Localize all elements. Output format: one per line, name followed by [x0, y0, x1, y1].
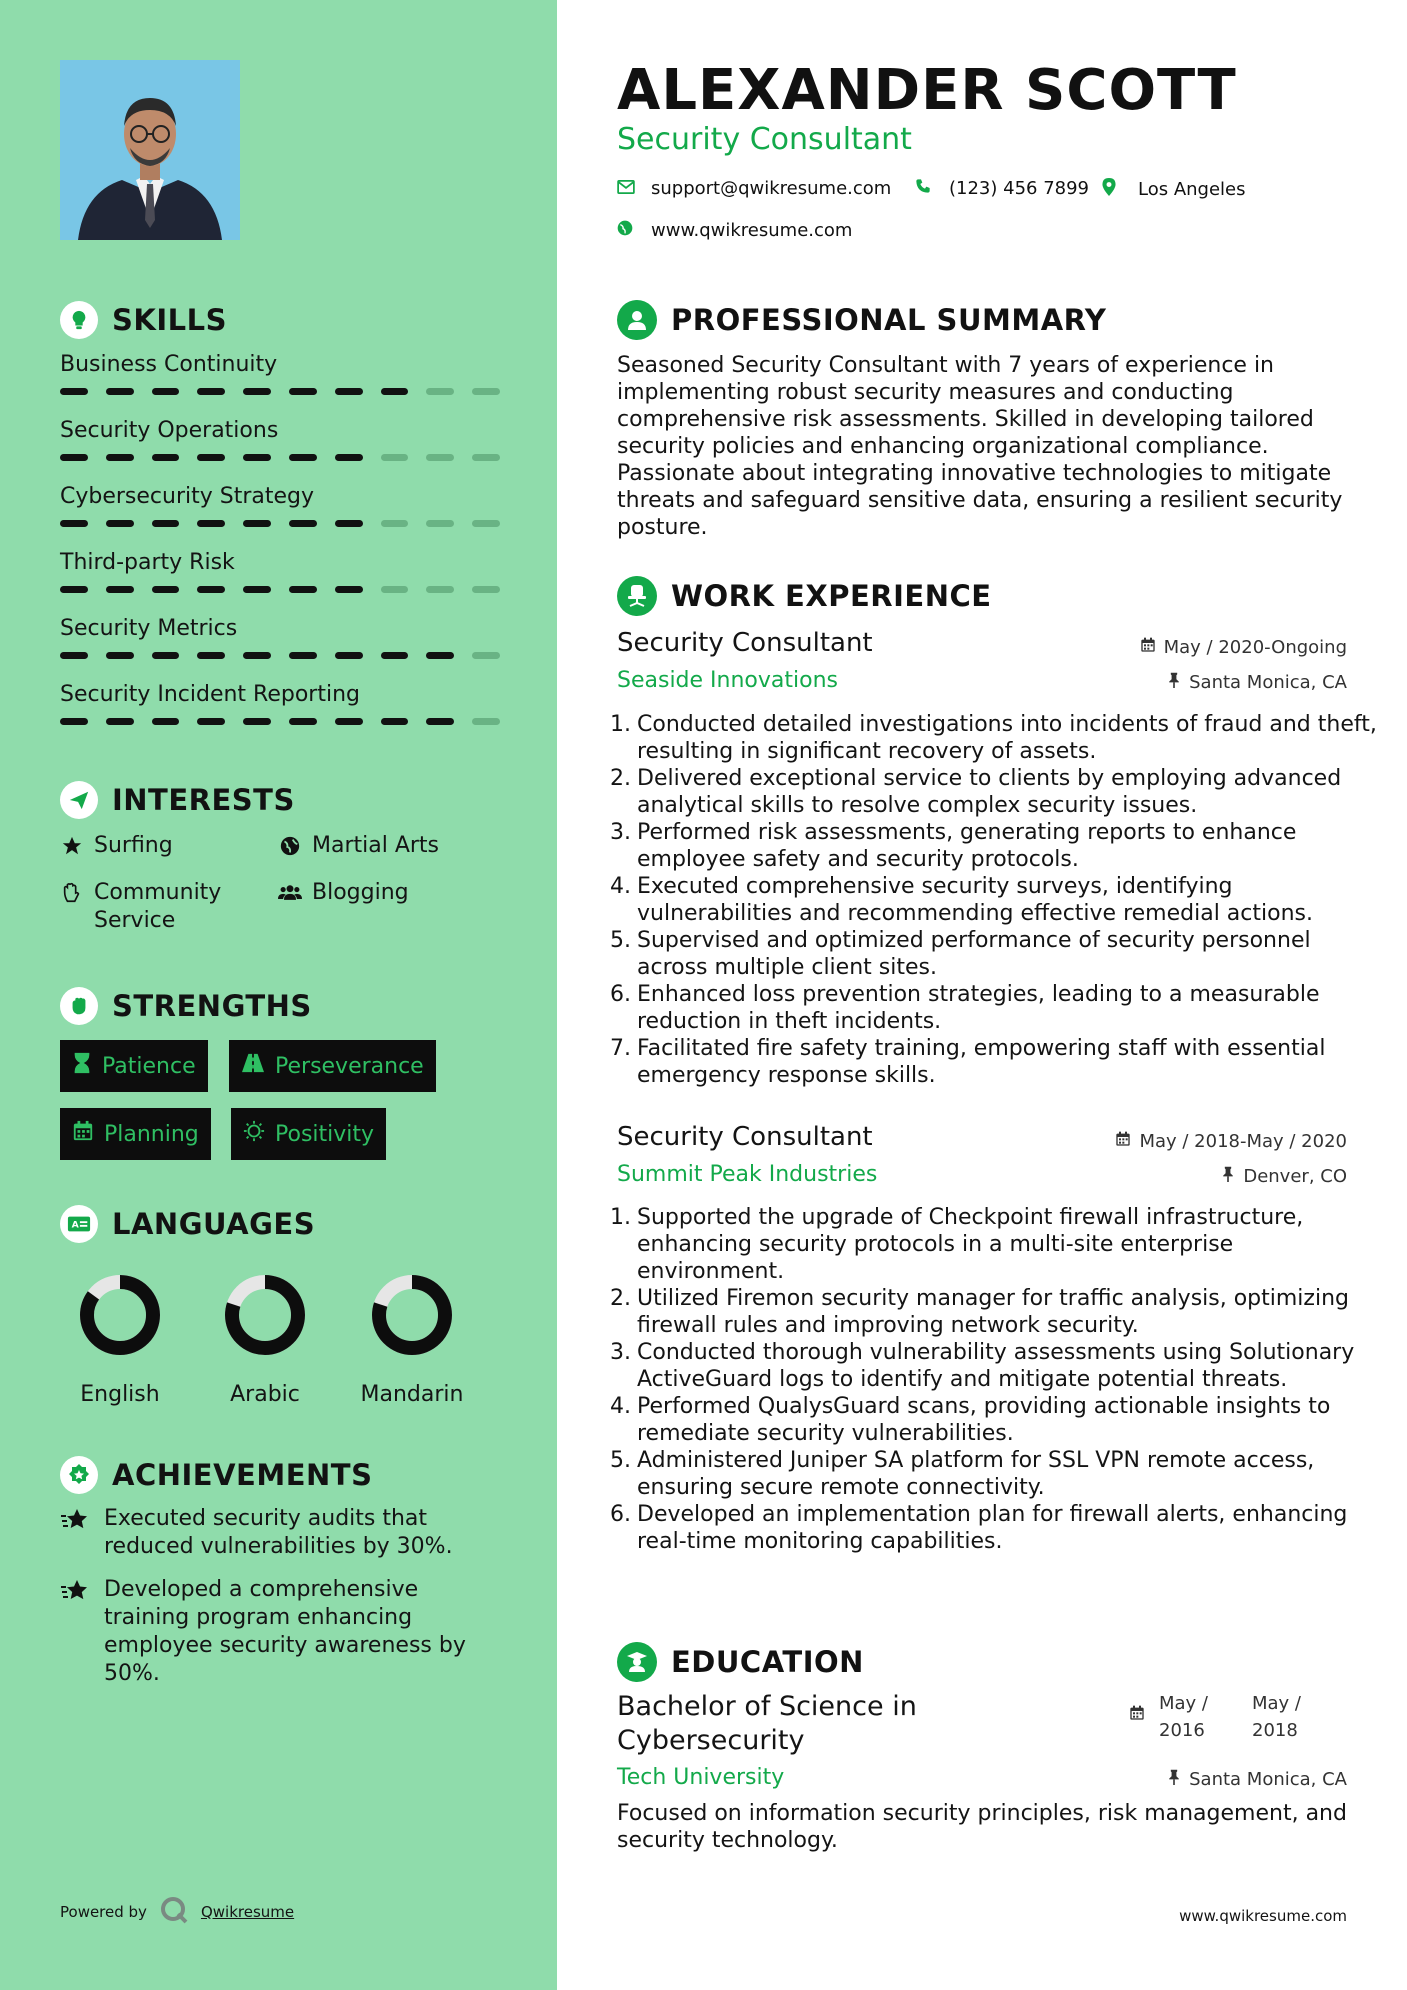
skill-dash — [243, 586, 271, 593]
achievement-text: Executed security audits that reduced vulnerabilities by 30%. — [104, 1506, 453, 1559]
education-start — [1159, 1690, 1208, 1744]
skill-dash — [197, 454, 225, 461]
globe-icon — [278, 832, 302, 860]
summary-text: Seasoned Security Consultant with 7 years of experience in implementing robust security measures and conducting comprehensive risk assessments. Skilled in developing tailored security policies and enhancing organizational compliance. Passionate about integrating innovative technologies to mitigate threats and safeguard sensitive data, ensuring a resilient security posture. — [617, 353, 1343, 540]
skill-dash — [106, 718, 134, 725]
bullet-number: 5. — [610, 928, 631, 953]
skill-dash — [289, 520, 317, 527]
language-icon — [60, 1205, 98, 1243]
job-location-text: Denver, CO — [1243, 1166, 1347, 1187]
website-text[interactable]: www.qwikresume.com — [651, 220, 853, 241]
skill-dash — [152, 718, 180, 725]
skill-dash — [335, 652, 363, 659]
education-end — [1252, 1690, 1301, 1744]
skill-dash — [60, 652, 88, 659]
experience-title: WORK EXPERIENCE — [671, 579, 992, 613]
skill-dash — [426, 652, 454, 659]
skill-dash — [197, 388, 225, 395]
bullet-number: 5. — [610, 1448, 631, 1473]
education-date — [1129, 1690, 1301, 1744]
skill-dash — [60, 718, 88, 725]
job-bullet — [607, 1285, 1377, 1339]
skill-dash — [335, 454, 363, 461]
skills-title: SKILLS — [112, 303, 227, 337]
skill-dash — [197, 718, 225, 725]
job-bullet — [607, 765, 1377, 819]
achievements-title: ACHIEVEMENTS — [112, 1458, 373, 1492]
education-end-year: 2018 — [1252, 1720, 1298, 1741]
skill-meter — [60, 454, 500, 461]
fist-icon — [60, 987, 98, 1025]
profile-photo — [60, 60, 240, 240]
graduate-icon — [617, 1642, 657, 1682]
skill-dash — [472, 718, 500, 725]
job-bullet — [607, 981, 1377, 1035]
school-name: Tech University — [617, 1765, 785, 1790]
skill-dash — [60, 520, 88, 527]
bullet-text: Performed QualysGuard scans, providing actionable insights to remediate security vulnerabilities. — [637, 1394, 1331, 1446]
job-title: Security Consultant — [617, 628, 873, 658]
job-bullets — [607, 711, 1377, 1089]
skill-dash — [472, 388, 500, 395]
skill-dash — [60, 454, 88, 461]
language-label: English — [80, 1382, 160, 1407]
globe-icon — [617, 220, 633, 241]
skill-dash — [106, 388, 134, 395]
skill-item — [60, 548, 500, 593]
skill-dash — [472, 586, 500, 593]
interest-label: Martial Arts — [312, 833, 440, 858]
education-location-text: Santa Monica, CA — [1189, 1769, 1347, 1790]
interest-item — [278, 879, 409, 907]
interests-title: INTERESTS — [112, 783, 295, 817]
bullet-text: Supervised and optimized performance of security personnel across multiple client sites. — [637, 928, 1311, 980]
skill-dash — [381, 586, 409, 593]
skill-label: Security Operations — [60, 418, 279, 443]
phone-icon — [915, 178, 931, 199]
skill-dash — [289, 388, 317, 395]
skill-meter — [60, 652, 500, 659]
language-label: Arabic — [230, 1382, 300, 1407]
bullet-number: 7. — [610, 1036, 631, 1061]
person-portrait-icon — [60, 60, 240, 240]
company-name: Summit Peak Industries — [617, 1162, 878, 1187]
strength-label: Perseverance — [275, 1053, 424, 1079]
job-bullet — [607, 1447, 1377, 1501]
skill-dash — [426, 454, 454, 461]
language-ring — [75, 1270, 165, 1360]
language-item — [195, 1270, 335, 1407]
languages-title: LANGUAGES — [112, 1207, 316, 1241]
skill-label: Security Metrics — [60, 616, 238, 641]
bullet-number: 6. — [610, 1502, 631, 1527]
job-bullet — [607, 819, 1377, 873]
strength-badge — [60, 1040, 208, 1092]
job-bullet — [607, 711, 1377, 765]
skill-dash — [152, 520, 180, 527]
interest-item — [60, 832, 173, 860]
skill-dash — [60, 586, 88, 593]
job-date — [1140, 637, 1347, 658]
skill-dash — [381, 652, 409, 659]
candidate-name: ALEXANDER SCOTT — [617, 58, 1237, 123]
language-ring — [220, 1270, 310, 1360]
skill-meter — [60, 586, 500, 593]
skill-meter — [60, 718, 500, 725]
skill-dash — [106, 520, 134, 527]
interest-item — [60, 879, 240, 935]
bullet-text: Delivered exceptional service to clients by employing advanced analytical skills to resolve complex security issues. — [637, 766, 1342, 818]
summary-title: PROFESSIONAL SUMMARY — [671, 303, 1107, 337]
languages-heading — [60, 1205, 315, 1243]
achievement-item — [60, 1505, 490, 1561]
job-bullet — [607, 1035, 1377, 1089]
powered-by — [60, 1895, 294, 1929]
skill-dash — [426, 520, 454, 527]
skill-label: Security Incident Reporting — [60, 682, 360, 707]
skill-item — [60, 680, 500, 725]
user-icon — [617, 300, 657, 340]
skill-dash — [472, 652, 500, 659]
contact-location — [1102, 178, 1246, 201]
pushpin-icon — [1167, 1769, 1181, 1790]
skill-dash — [381, 718, 409, 725]
skill-dash — [426, 388, 454, 395]
bullet-number: 6. — [610, 982, 631, 1007]
skill-dash — [335, 520, 363, 527]
interest-label: Surfing — [94, 833, 173, 858]
sidebar — [0, 0, 557, 1990]
skill-dash — [426, 718, 454, 725]
job-bullets — [607, 1204, 1377, 1555]
skill-meter — [60, 388, 500, 395]
skill-dash — [197, 586, 225, 593]
skill-dash — [426, 586, 454, 593]
job-date — [1115, 1131, 1347, 1152]
experience-heading — [617, 576, 992, 616]
skill-dash — [243, 652, 271, 659]
location-pin-icon — [1102, 178, 1116, 201]
skill-label: Cybersecurity Strategy — [60, 484, 315, 509]
bullet-text: Utilized Firemon security manager for traffic analysis, optimizing firewall rules and improving network security. — [637, 1286, 1349, 1338]
education-end-month: May / — [1252, 1693, 1301, 1714]
contact-email — [617, 178, 891, 199]
strengths-title: STRENGTHS — [112, 989, 312, 1023]
badge-star-icon — [60, 1456, 98, 1494]
svg-text:A: A — [71, 1219, 79, 1231]
skill-dash — [106, 652, 134, 659]
bullet-text: Facilitated fire safety training, empowering staff with essential emergency response skills. — [637, 1036, 1326, 1088]
job-bullet — [607, 1393, 1377, 1447]
skill-label: Third-party Risk — [60, 550, 235, 575]
bullet-text: Performed risk assessments, generating reports to enhance employee safety and security protocols. — [637, 820, 1297, 872]
calendar-icon — [1129, 1690, 1145, 1744]
calendar-icon — [1140, 637, 1156, 658]
calendar-icon — [72, 1120, 94, 1148]
star-icon — [60, 832, 84, 860]
interests-heading — [60, 781, 295, 819]
job-bullet — [607, 927, 1377, 981]
skill-dash — [197, 520, 225, 527]
skill-dash — [106, 454, 134, 461]
job-date-text: May / 2018-May / 2020 — [1139, 1131, 1347, 1152]
achievements-heading — [60, 1456, 372, 1494]
skill-dash — [243, 718, 271, 725]
bullet-text: Conducted detailed investigations into incidents of fraud and theft, resulting in significant recovery of assets. — [637, 712, 1377, 764]
skill-item — [60, 350, 500, 395]
job-bullet — [607, 1339, 1377, 1393]
strengths-heading — [60, 987, 312, 1025]
contact-phone — [915, 178, 1089, 199]
education-start-month: May / — [1159, 1693, 1208, 1714]
education-description: Focused on information security principles, risk management, and security technology. — [617, 1801, 1347, 1853]
interest-label: Community Service — [94, 880, 222, 933]
calendar-icon — [1115, 1131, 1131, 1152]
bullet-text: Developed an implementation plan for firewall alerts, enhancing real-time monitoring capabilities. — [637, 1502, 1348, 1554]
skill-dash — [381, 520, 409, 527]
skill-dash — [60, 388, 88, 395]
skills-heading — [60, 301, 227, 339]
users-icon — [278, 879, 302, 907]
skill-dash — [289, 454, 317, 461]
bullet-number: 2. — [610, 1286, 631, 1311]
office-chair-icon — [617, 576, 657, 616]
bullet-number: 3. — [610, 820, 631, 845]
skill-dash — [381, 454, 409, 461]
sun-icon — [243, 1120, 265, 1148]
location-text: Los Angeles — [1138, 179, 1246, 200]
skill-dash — [381, 388, 409, 395]
job-location — [1167, 672, 1347, 693]
skill-dash — [289, 586, 317, 593]
contact-website — [617, 220, 852, 241]
job-bullet — [607, 1204, 1377, 1285]
skill-label: Business Continuity — [60, 352, 278, 377]
phone-text[interactable]: (123) 456 7899 — [949, 178, 1090, 199]
skill-dash — [243, 520, 271, 527]
job-location — [1221, 1166, 1347, 1187]
bullet-number: 2. — [610, 766, 631, 791]
degree-title: Bachelor of Science in Cybersecurity — [617, 1691, 917, 1756]
skill-dash — [335, 586, 363, 593]
strength-badge — [231, 1108, 386, 1160]
hourglass-icon — [72, 1052, 92, 1080]
skill-meter — [60, 520, 500, 527]
footer-website[interactable]: www.qwikresume.com — [1179, 1907, 1347, 1925]
pushpin-icon — [1167, 672, 1181, 693]
skill-dash — [472, 454, 500, 461]
strength-label: Planning — [104, 1121, 199, 1147]
achievement-item — [60, 1576, 490, 1688]
skill-dash — [152, 454, 180, 461]
education-start-year: 2016 — [1159, 1720, 1205, 1741]
skill-dash — [472, 520, 500, 527]
skill-dash — [335, 388, 363, 395]
skill-item — [60, 482, 500, 527]
powered-by-label: Powered by — [60, 1903, 147, 1921]
strength-badge — [229, 1040, 436, 1092]
education-location — [1167, 1769, 1347, 1790]
language-item — [342, 1270, 482, 1407]
interest-item — [278, 832, 439, 860]
education-heading — [617, 1642, 864, 1682]
language-item — [50, 1270, 190, 1407]
job-title: Security Consultant — [617, 1122, 873, 1152]
skill-dash — [243, 454, 271, 461]
skill-dash — [289, 718, 317, 725]
bullet-text: Enhanced loss prevention strategies, leading to a measurable reduction in theft incidents. — [637, 982, 1320, 1034]
bullet-text: Executed comprehensive security surveys, identifying vulnerabilities and recommending effective remedial actions. — [637, 874, 1313, 926]
envelope-icon — [617, 178, 635, 199]
skill-dash — [152, 652, 180, 659]
main-content — [557, 0, 1407, 1990]
skill-dash — [152, 388, 180, 395]
skill-dash — [152, 586, 180, 593]
bullet-text: Administered Juniper SA platform for SSL VPN remote access, ensuring secure remote connectivity. — [637, 1448, 1315, 1500]
star-icon — [60, 1576, 92, 1688]
lightbulb-icon — [60, 301, 98, 339]
paper-plane-icon — [60, 781, 98, 819]
company-name: Seaside Innovations — [617, 668, 838, 693]
achievement-text: Developed a comprehensive training program enhancing employee security awareness by 50%. — [104, 1577, 466, 1686]
job-location-text: Santa Monica, CA — [1189, 672, 1347, 693]
candidate-role: Security Consultant — [617, 122, 912, 157]
bullet-text: Conducted thorough vulnerability assessments using Solutionary ActiveGuard logs to identify and mitigate potential threats. — [637, 1340, 1355, 1392]
job-bullet — [607, 873, 1377, 927]
education-title: EDUCATION — [671, 1645, 864, 1679]
pushpin-icon — [1221, 1166, 1235, 1187]
skill-dash — [335, 718, 363, 725]
job-bullet — [607, 1501, 1377, 1555]
qwikresume-link[interactable]: Qwikresume — [200, 1903, 295, 1921]
bullet-number: 3. — [610, 1340, 631, 1365]
summary-heading — [617, 300, 1106, 340]
interest-label: Blogging — [312, 880, 409, 905]
bullet-number: 1. — [610, 1205, 631, 1230]
star-icon — [60, 1505, 92, 1561]
bullet-number: 4. — [610, 1394, 631, 1419]
skill-dash — [243, 388, 271, 395]
skill-item — [60, 614, 500, 659]
language-ring — [367, 1270, 457, 1360]
strength-label: Patience — [102, 1053, 196, 1079]
qwikresume-logo-icon — [159, 1895, 189, 1929]
skill-dash — [197, 652, 225, 659]
hand-icon — [60, 879, 84, 907]
language-label: Mandarin — [360, 1382, 464, 1407]
bullet-number: 1. — [610, 712, 631, 737]
strength-badge — [60, 1108, 211, 1160]
road-icon — [241, 1052, 265, 1080]
strength-label: Positivity — [275, 1121, 375, 1147]
bullet-number: 4. — [610, 874, 631, 899]
skill-item — [60, 416, 500, 461]
bullet-text: Supported the upgrade of Checkpoint firewall infrastructure, enhancing security protocols in a multi-site enterprise environment. — [637, 1205, 1304, 1284]
skill-dash — [289, 652, 317, 659]
skill-dash — [106, 586, 134, 593]
job-date-text: May / 2020-Ongoing — [1163, 637, 1347, 658]
email-text[interactable]: support@qwikresume.com — [651, 178, 892, 199]
